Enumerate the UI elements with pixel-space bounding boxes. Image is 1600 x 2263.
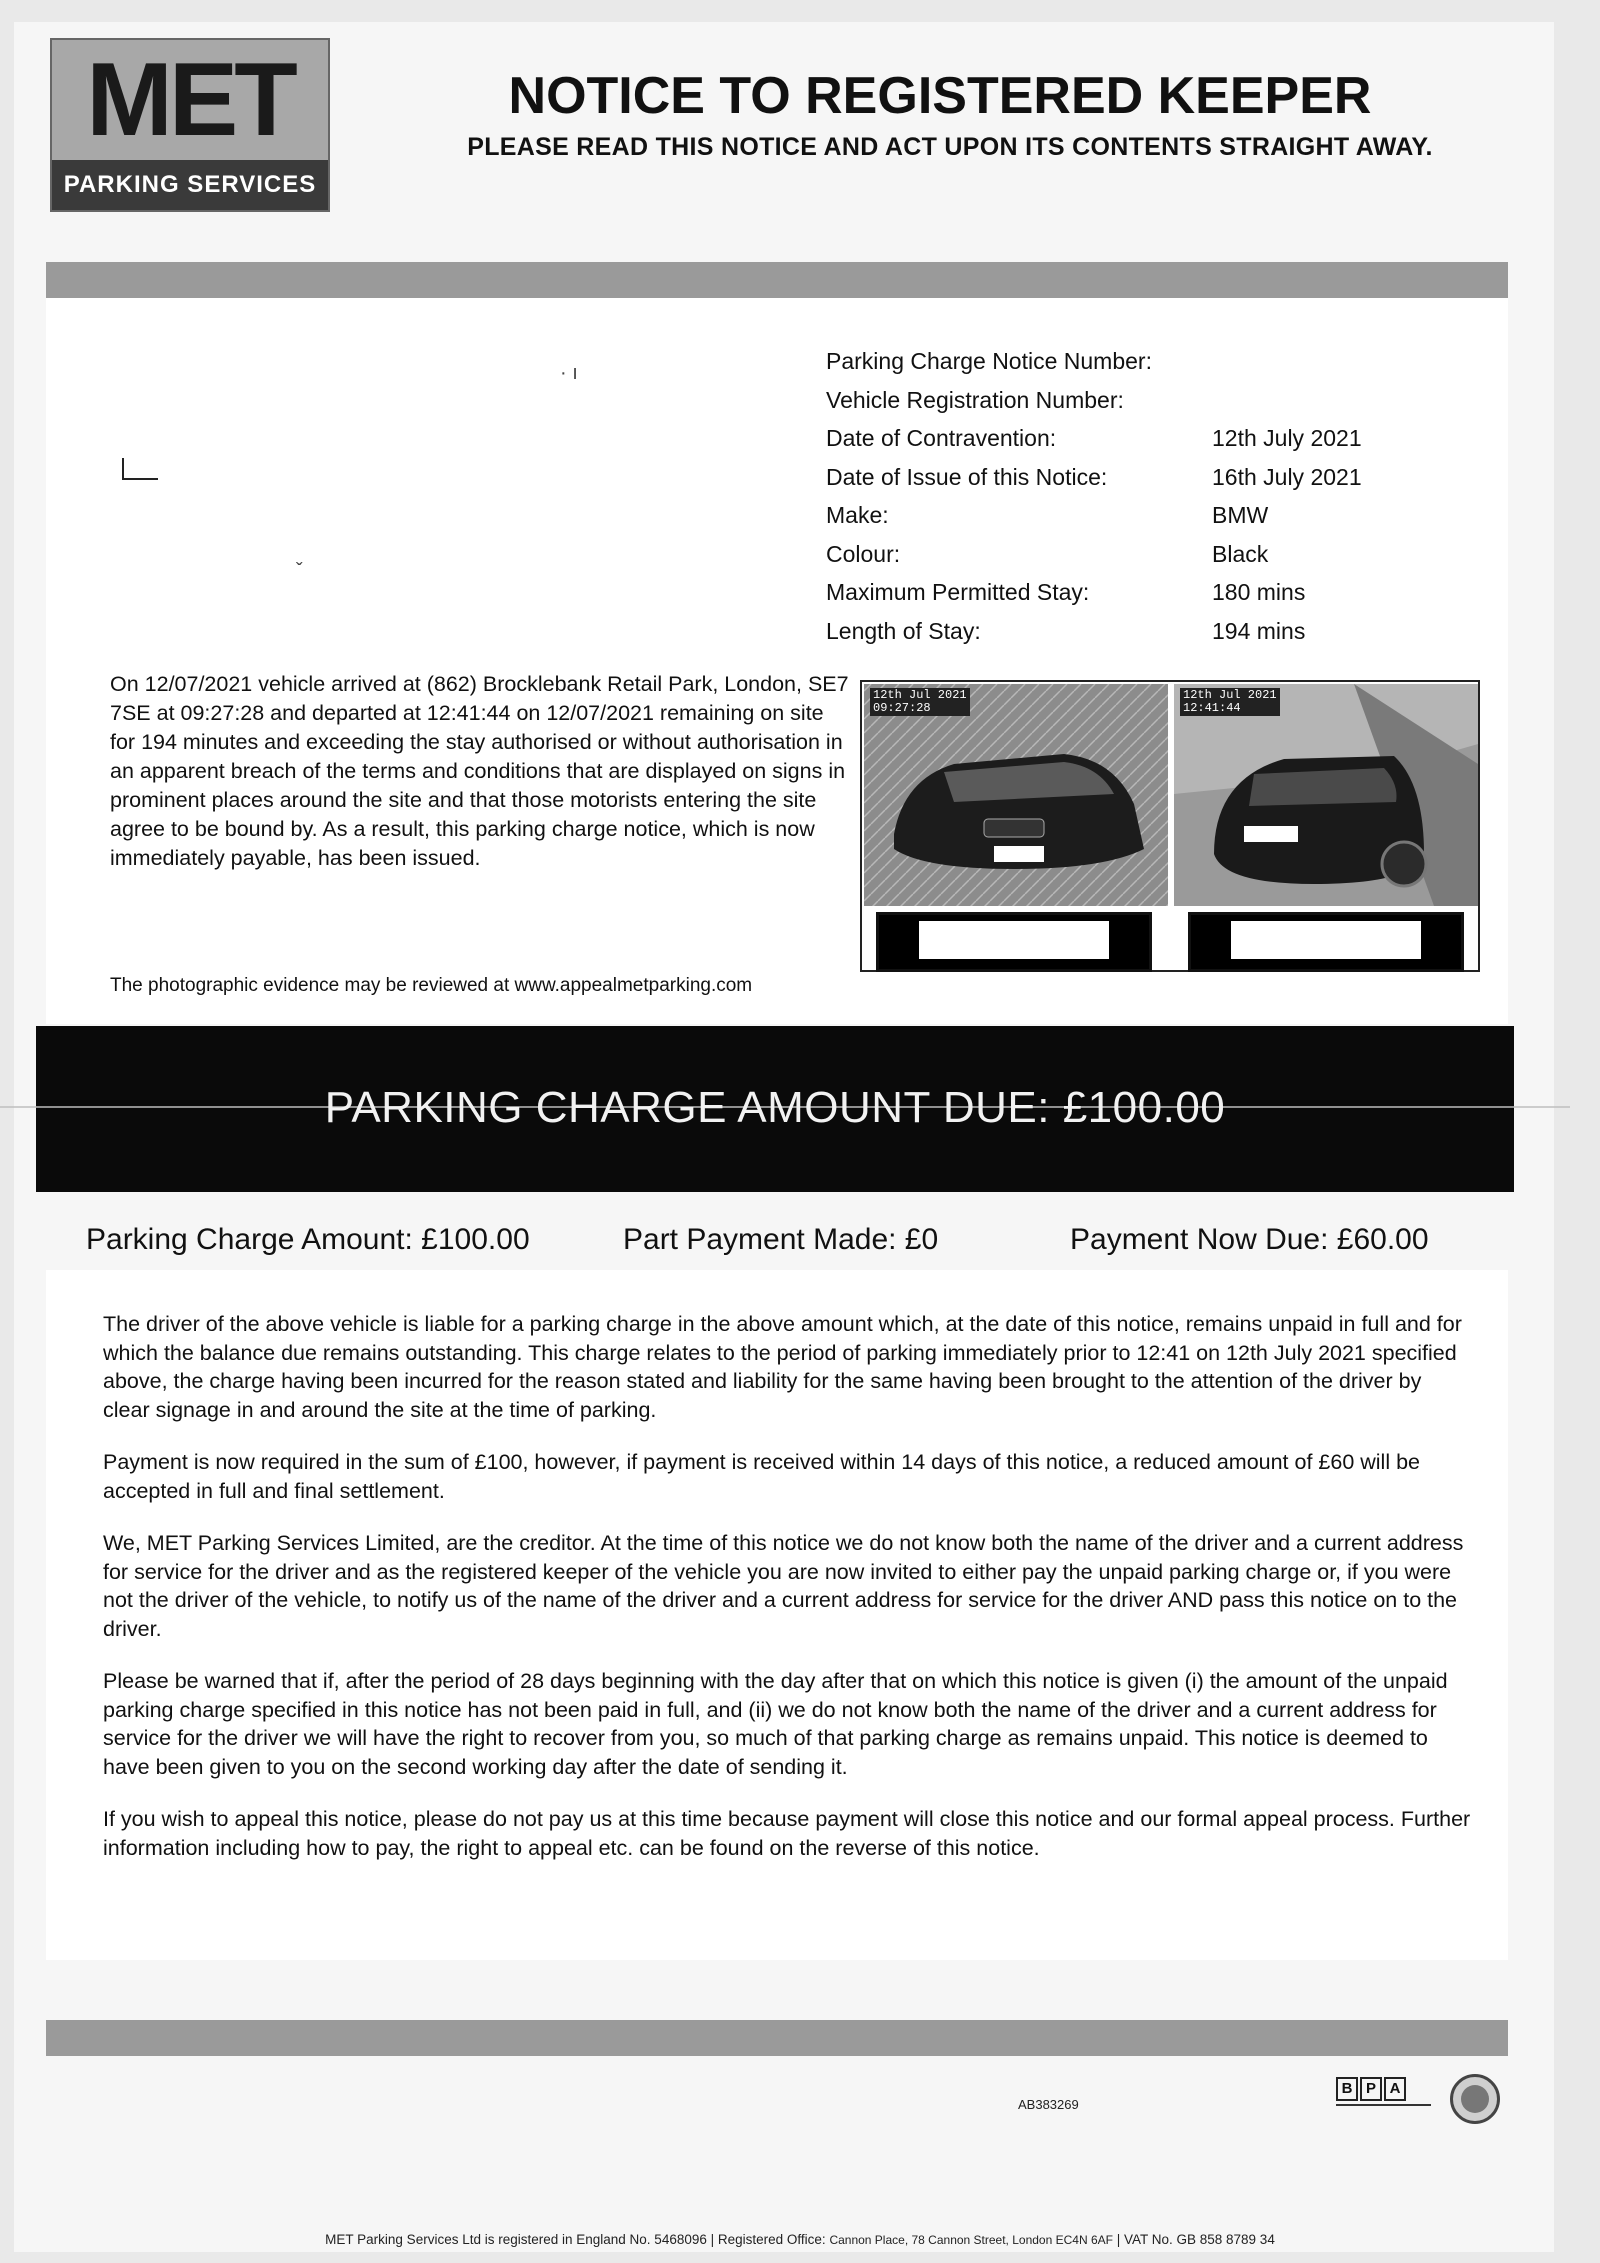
entry-timestamp <box>870 688 970 716</box>
detail-row-make <box>826 496 1412 535</box>
logo-sub-text: PARKING SERVICES <box>52 160 328 210</box>
detail-value: 12th July 2021 <box>1212 425 1362 451</box>
photo-evidence-note: The photographic evidence may be reviewed at www.appealmetparking.com <box>110 975 753 996</box>
detail-value: Black <box>1212 540 1269 567</box>
detail-row-max-stay <box>826 573 1412 612</box>
entry-time: 09:27:28 <box>873 701 931 715</box>
detail-label: Vehicle Registration Number: <box>826 386 1124 413</box>
detail-label: Date of Issue of this Notice: <box>826 463 1108 490</box>
detail-value: 16th July 2021 <box>1212 463 1362 490</box>
notice-subtitle: PLEASE READ THIS NOTICE AND ACT UPON ITS CONTENTS STRAIGHT AWAY. <box>467 133 1433 161</box>
address-dot: ˇ <box>296 560 303 582</box>
bpa-letter: P <box>1360 2077 1382 2101</box>
detail-label: Colour: <box>826 540 901 567</box>
bpa-logo <box>1336 2077 1406 2101</box>
entry-photo <box>864 684 1168 906</box>
bpa-underline <box>1336 2104 1431 2114</box>
detail-row-contravention-date <box>826 419 1412 458</box>
photo-evidence <box>860 680 1480 972</box>
body-paragraph: Please be warned that if, after the period of 28 days beginning with the day after that on which this notice is given (i) the amount of the unpaid parking charge specified in this notice has not been paid in full, and (ii) we do not know both the name of the driver and a current address for service for the driver we will have the right to recover from you, so much of that parking charge as remains unpaid. This notice is deemed to have been given to you on the second working day after the date of sending it. <box>103 1669 1448 1779</box>
contravention-narrative: On 12/07/2021 vehicle arrived at (862) Brocklebank Retail Park, London, SE7 7SE at 09:27:28 and departed at 12:41:44 on 12/07/2021 remaining on site for 194 minutes and exceeding the stay authorised or without authorisation in an apparent breach of the terms and conditions that are displayed on signs in prominent places around the site and that those motorists entering the site agree to be bound by. As a result, this parking charge notice, which is now immediately payable, has been issued. <box>110 672 849 870</box>
exit-timestamp <box>1180 688 1280 716</box>
detail-value <box>1212 381 1412 420</box>
approved-operator-seal <box>1450 2074 1500 2124</box>
detail-value: 194 mins <box>1212 617 1306 644</box>
detail-label: Date of Contravention: <box>826 425 1057 451</box>
entry-date: 12th Jul 2021 <box>873 688 967 702</box>
amount-due-banner <box>36 1026 1514 1192</box>
detail-value <box>1212 342 1412 381</box>
bpa-letter: B <box>1336 2077 1358 2101</box>
detail-row-colour <box>826 535 1412 574</box>
body-paragraph: We, MET Parking Services Limited, are the creditor. At the time of this notice we do not know both the name of the driver and a current address for service for the driver and as the registered keeper of the vehicle you are now invited to either pay the unpaid parking charge or, if you were not the driver of the vehicle, to notify us of the name of the driver and a current address for service for the driver AND pass this notice on to the driver. <box>103 1531 1464 1641</box>
footer-address: Cannon Place, 78 Cannon Street, London EC4N 6AF <box>829 2233 1113 2247</box>
bpa-letter: A <box>1384 2077 1406 2101</box>
top-grey-bar <box>46 262 1508 298</box>
footer-vat: | VAT No. GB 858 8789 34 <box>1112 2232 1275 2247</box>
notice-title: NOTICE TO REGISTERED KEEPER <box>508 67 1372 125</box>
payment-now-due: Payment Now Due: £60.00 <box>1070 1223 1429 1256</box>
detail-label: Make: <box>826 502 889 528</box>
met-logo <box>50 38 330 212</box>
plate-image <box>1231 921 1421 959</box>
charge-amount: Parking Charge Amount: £100.00 <box>86 1223 530 1256</box>
amount-due-text: PARKING CHARGE AMOUNT DUE: £100.00 <box>324 1083 1226 1132</box>
body-paragraph: If you wish to appeal this notice, please do not pay us at this time because payment will close this notice and our formal appeal process. Further information including how to pay, the right to appeal etc. can be found on the reverse of this notice. <box>103 1807 1471 1860</box>
detail-label: Parking Charge Notice Number: <box>826 348 1152 374</box>
notice-body <box>103 1310 1473 1886</box>
detail-row-pcn <box>826 342 1412 381</box>
entry-plate-crop <box>876 912 1152 972</box>
reference-number: AB383269 <box>1018 2097 1079 2112</box>
exit-time: 12:41:44 <box>1183 701 1241 715</box>
detail-value: 180 mins <box>1212 579 1306 605</box>
detail-label: Maximum Permitted Stay: <box>826 579 1090 605</box>
car-front-image <box>864 684 1168 906</box>
exit-date: 12th Jul 2021 <box>1183 688 1277 702</box>
detail-value: BMW <box>1212 502 1269 528</box>
detail-row-length-of-stay <box>826 612 1412 651</box>
body-paragraph: The driver of the above vehicle is liable for a parking charge in the above amount which, at the date of this notice, remains unpaid in full and for which the balance due remains outstanding. This charge relates to the period of parking immediately prior to 12:41 on 12th July 2021 specified above, the charge having been incurred for the reason stated and liability for the same having been brought to the attention of the driver by clear signage in and around the site at the time of parking. <box>103 1312 1462 1422</box>
footer <box>0 2232 1600 2247</box>
detail-row-vrn <box>826 381 1412 420</box>
details-table <box>826 342 1412 650</box>
exit-photo <box>1174 684 1478 906</box>
footer-registration: MET Parking Services Ltd is registered in England No. 5468096 | Registered Office: <box>325 2232 830 2247</box>
address-mark <box>122 458 158 480</box>
detail-row-issue-date <box>826 458 1412 497</box>
detail-label: Length of Stay: <box>826 617 981 644</box>
logo-main-text: MET <box>86 42 294 158</box>
address-dot: · ı <box>560 362 578 384</box>
part-payment: Part Payment Made: £0 <box>623 1223 939 1256</box>
bottom-grey-bar <box>46 2020 1508 2056</box>
exit-plate-crop <box>1188 912 1464 972</box>
body-paragraph: Payment is now required in the sum of £100, however, if payment is received within 14 days of this notice, a reduced amount of £60 will be accepted in full and final settlement. <box>103 1450 1421 1503</box>
car-rear-image <box>1174 684 1478 906</box>
plate-image <box>919 921 1109 959</box>
